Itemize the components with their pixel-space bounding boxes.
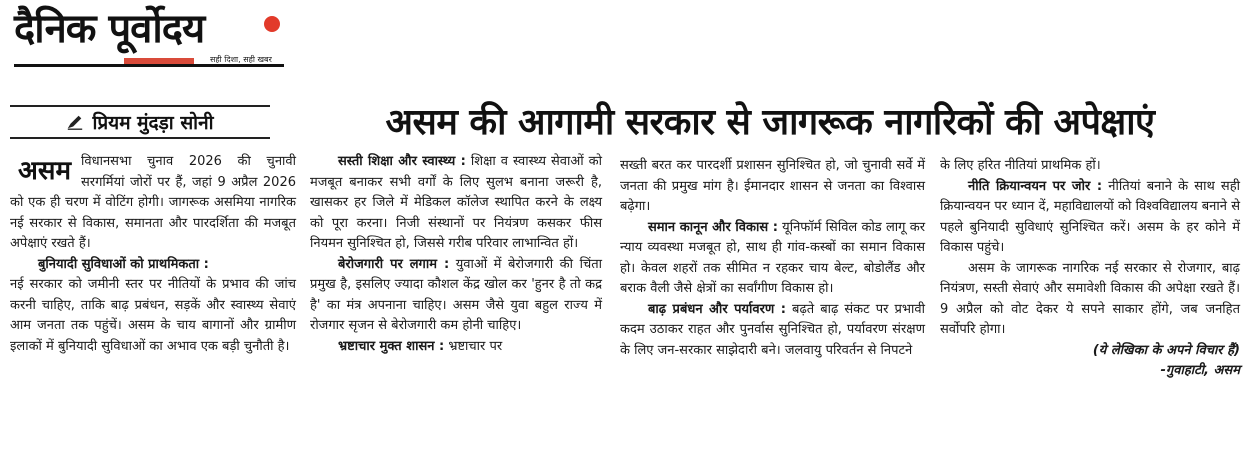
- sun-icon: [264, 16, 280, 32]
- section-heading: सस्ती शिक्षा और स्वास्थ्य :: [338, 154, 466, 169]
- section-policy-implementation: [940, 177, 1240, 259]
- section-flood-environment: [620, 300, 925, 362]
- article-column-3: [620, 156, 925, 361]
- dateline-place: -गुवाहाटी, असम: [1160, 363, 1240, 378]
- section-body: युवाओं में बेरोजगारी की चिंता प्रमुख है, इसलिए ज्यादा कौशल केंद्र खोल कर 'हुनर है तो कद्र है' का मंत्र अपनाना चाहिए। असम जैसे युवा बहुल राज्य में रोजगार सृजन से बेरोजगारी कम होनी चाहिए।: [310, 256, 602, 333]
- section-body: यूनिफॉर्म सिविल कोड लागू कर न्याय व्यवस्था मजबूत हो, साथ ही गांव-कस्बों का समान विकास हो। केवल शहरों तक सीमित न रहकर चाय बेल्ट, बोडोलैंड और बराक वैली जैसे क्षेत्रों का सर्वांगीण विकास हो।: [620, 219, 926, 296]
- article-column-4: [940, 156, 1240, 382]
- section-heading: बेरोजगारी पर लगाम :: [338, 256, 450, 272]
- masthead: [14, 6, 284, 70]
- article-column-1: [10, 152, 296, 357]
- tagline: सही दिशा, सही खबर: [210, 55, 272, 64]
- pen-icon: [66, 113, 84, 131]
- section-infrastructure: [10, 255, 296, 276]
- newspaper-logo: दैनिक पूर्वोदय: [14, 6, 205, 52]
- section-unemployment: [310, 255, 602, 337]
- article-column-2: [310, 152, 602, 357]
- section-uniform-law: [620, 218, 925, 300]
- section-heading: समान कानून और विकास :: [648, 219, 778, 235]
- dropcap-word: असम: [18, 156, 71, 186]
- section-body: शिक्षा व स्वास्थ्य सेवाओं को मजबूत बनाकर सभी वर्गों के लिए सुलभ बनाना जरूरी है, खासकर हर जिले में मेडिकल कॉलेज स्थापित करने के लक्ष्य को पूरा करना। निजी संस्थानों पर नियंत्रण कसकर फीस नियमन सुनिश्चित हो, जिससे गरीब परिवार लाभान्वित हों।: [310, 154, 602, 251]
- section-heading: बुनियादी सुविधाओं को प्राथमिकता :: [38, 256, 209, 272]
- author-byline: [10, 105, 270, 139]
- intro-text: विधानसभा चुनाव 2026 की चुनावी सरगर्मियां जोरों पर हैं, जहां 9 अप्रैल 2026 को एक ही चरण में वोटिंग होगी। जागरूक असमिया नागरिक नई सरकार से विकास, समानता और पारदर्शिता की मजबूत अपेक्षाएं रखते हैं।: [10, 154, 296, 251]
- section-education-health: [310, 152, 602, 255]
- closing-paragraph: असम के जागरूक नागरिक नई सरकार से रोजगार, बाढ़ नियंत्रण, सस्ती सेवाएं और समावेशी विकास की अपेक्षा रखते हैं। 9 अप्रैल को वोट देकर ये सपने साकार होंगे, जब जनहित सर्वोपरि होगा।: [940, 260, 1240, 337]
- section-corruption-continued: सख्ती बरत कर पारदर्शी प्रशासन सुनिश्चित हो, जो चुनावी सर्वे में जनता की प्रमुख मांग है। ईमानदार शासन से जनता का विश्वास बढ़ेगा।: [620, 158, 925, 214]
- section-flood-continued: के लिए हरित नीतियां प्राथमिक हों।: [940, 158, 1101, 173]
- section-heading: नीति क्रियान्वयन पर जोर :: [968, 178, 1103, 194]
- author-name: प्रियम मुंदड़ा सोनी: [92, 112, 214, 134]
- intro-paragraph: [10, 152, 296, 255]
- section-corruption: [310, 337, 602, 358]
- section-body: नीतियां बनाने के साथ सही क्रियान्वयन पर ध्यान दें, महाविद्यालयों को विश्वविद्यालय बनाने से पहले बुनियादी सुविधाएं सुनिश्चित करें। असम के हर कोने में विकास पहुंचे।: [940, 178, 1240, 255]
- section-body: बढ़ते बाढ़ संकट पर प्रभावी कदम उठाकर राहत और पुनर्वास सुनिश्चित हो, पर्यावरण संरक्षण के लिए जन-सरकार साझेदारी बने। जलवायु परिवर्तन से निपटने: [620, 301, 925, 358]
- section-body: भ्रष्टाचार पर: [448, 338, 503, 354]
- section-heading: भ्रष्टाचार मुक्त शासन :: [338, 338, 445, 354]
- article-headline: असम की आगामी सरकार से जागरूक नागरिकों की अपेक्षाएं: [385, 102, 1155, 143]
- section-heading: बाढ़ प्रबंधन और पर्यावरण :: [648, 301, 786, 317]
- section-body: नई सरकार को जमीनी स्तर पर नीतियों के प्रभाव की जांच करनी चाहिए, ताकि बाढ़ प्रबंधन, सड़कें और स्वास्थ्य सेवाएं आम जनता तक पहुंचें। असम के चाय बागानों और ग्रामीण इलाकों में बुनियादी सुविधाओं का अभाव एक बड़ी चुनौती है।: [10, 277, 296, 354]
- author-disclaimer: (ये लेखिका के अपने विचार हैं): [1092, 342, 1240, 358]
